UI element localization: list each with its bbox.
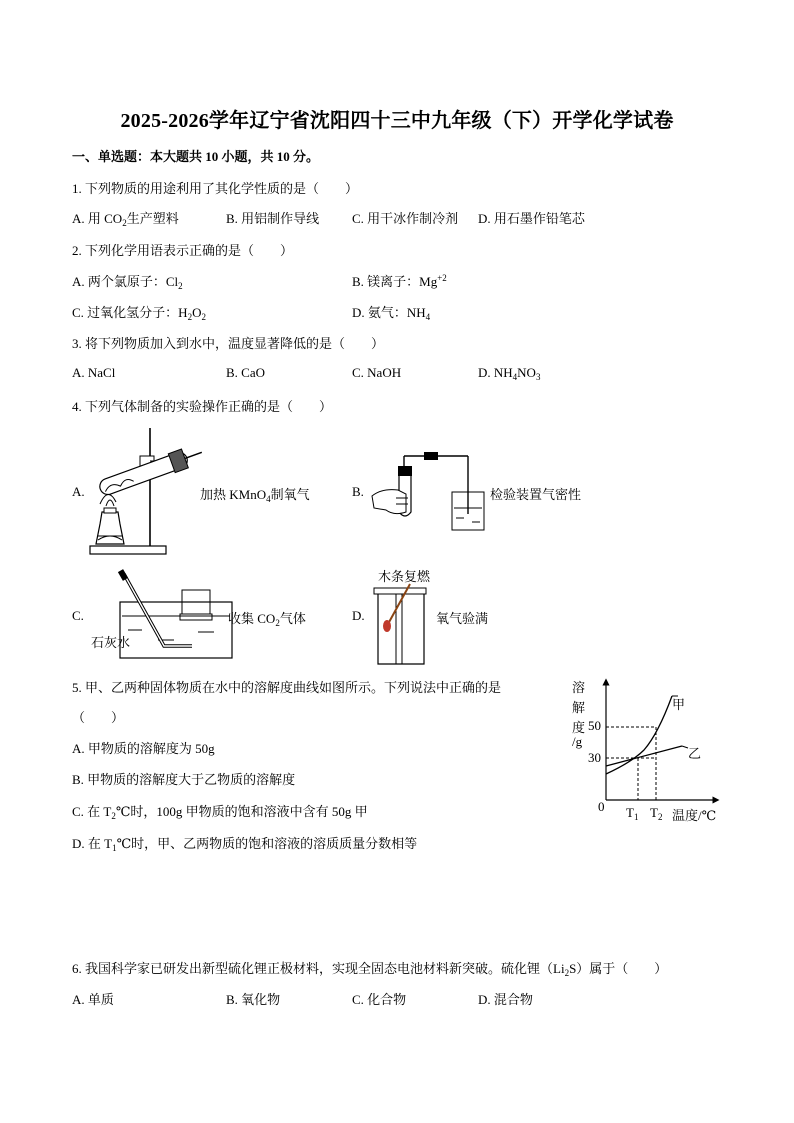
q4-option-c-label: 收集 $CO_2$气体 bbox=[228, 611, 306, 628]
q3-option-c[interactable]: C. NaOH bbox=[352, 365, 402, 380]
airtightness-test-apparatus bbox=[368, 446, 498, 536]
question-4-stem: 4. 下列气体制备的实验操作正确的是（ ） bbox=[72, 399, 333, 414]
q4-option-d-label: 氧气验满 bbox=[436, 611, 489, 626]
q4-option-c-letter[interactable]: C. bbox=[72, 608, 84, 623]
q1-option-b[interactable]: B. 用铝制作导线 bbox=[226, 211, 320, 226]
page-title: 2025-2026学年辽宁省沈阳四十三中九年级（下）开学化学试卷 bbox=[120, 110, 674, 132]
graph-xlabel: 温度/℃ bbox=[672, 808, 717, 823]
q1-option-c[interactable]: C. 用干冰作制冷剂 bbox=[352, 211, 459, 226]
q1-option-d[interactable]: D. 用石墨作铅笔芯 bbox=[478, 211, 585, 226]
q3-option-b[interactable]: B. CaO bbox=[226, 365, 265, 380]
q4-option-d-letter[interactable]: D. bbox=[352, 608, 365, 623]
section-heading: 一、单选题：本大题共 10 小题，共 10 分。 bbox=[72, 149, 320, 164]
q5-option-c[interactable]: C. 在 $T_2℃$时，100g 甲物质的饱和溶液中含有 50g 甲 bbox=[72, 804, 368, 821]
solubility-graph bbox=[600, 676, 720, 806]
graph-ylabel-2: 解 bbox=[572, 700, 586, 715]
q5-option-a[interactable]: A. 甲物质的溶解度为 50g bbox=[72, 741, 215, 756]
curve-jia bbox=[606, 696, 672, 774]
graph-t2: $T_2$ bbox=[650, 805, 663, 822]
q3-option-d[interactable]: D. $NH_4NO_3$ bbox=[478, 365, 541, 382]
question-5-paren: （ ） bbox=[72, 710, 125, 725]
co2-collection-apparatus bbox=[118, 570, 238, 662]
q6-option-c[interactable]: C. 化合物 bbox=[352, 992, 407, 1007]
q6-option-a[interactable]: A. 单质 bbox=[72, 992, 114, 1007]
q4-option-b-label: 检验装置气密性 bbox=[490, 487, 582, 502]
q4-option-a-label: 加热 KMnO$_4$制氧气 bbox=[200, 487, 310, 504]
q2-option-c[interactable]: C. 过氧化氢分子：$H_2O_2$ bbox=[72, 305, 206, 322]
q2-option-d[interactable]: D. 氨气：$NH_4$ bbox=[352, 305, 431, 322]
q4-option-b-letter[interactable]: B. bbox=[352, 484, 364, 499]
question-1-stem: 1. 下列物质的用途利用了其化学性质的是（ ） bbox=[72, 181, 359, 196]
graph-curve-jia-label: 甲 bbox=[672, 697, 686, 712]
graph-ylabel-3: 度 bbox=[572, 720, 586, 735]
graph-t1: $T_1$ bbox=[626, 805, 639, 822]
question-5-stem: 5. 甲、乙两种固体物质在水中的溶解度曲线如图所示。下列说法中正确的是 bbox=[72, 680, 502, 695]
graph-ylabel-4: /g bbox=[572, 734, 583, 749]
q6-option-d[interactable]: D. 混合物 bbox=[478, 992, 533, 1007]
q2-option-a[interactable]: A. 两个氯原子：$Cl_2$ bbox=[72, 274, 183, 291]
q5-option-b[interactable]: B. 甲物质的溶解度大于乙物质的溶解度 bbox=[72, 772, 296, 787]
q5-option-d[interactable]: D. 在 $T_1℃$时，甲、乙两物质的饱和溶液的溶质质量分数相等 bbox=[72, 836, 418, 853]
q4-option-c-side-label: 石灰水 bbox=[91, 635, 131, 650]
q4-option-d-top-label: 木条复燃 bbox=[378, 569, 431, 584]
graph-tick-50: 50 bbox=[588, 718, 601, 733]
question-3-stem: 3. 将下列物质加入到水中，温度显著降低的是（ ） bbox=[72, 336, 385, 351]
kmno4-heating-apparatus bbox=[88, 424, 208, 559]
question-2-stem: 2. 下列化学用语表示正确的是（ ） bbox=[72, 243, 294, 258]
q1-option-a[interactable]: A. 用 $CO_2$生产塑料 bbox=[72, 211, 179, 228]
q4-option-a-letter[interactable]: A. bbox=[72, 484, 85, 499]
q6-option-b[interactable]: B. 氧化物 bbox=[226, 992, 281, 1007]
oxygen-test-apparatus bbox=[372, 584, 432, 666]
q2-option-b[interactable]: B. 镁离子：$Mg^{+2}$ bbox=[352, 273, 447, 289]
curve-yi bbox=[606, 746, 682, 766]
q3-option-a[interactable]: A. NaCl bbox=[72, 365, 116, 380]
graph-tick-30: 30 bbox=[588, 750, 601, 765]
graph-ylabel-1: 溶 bbox=[572, 680, 586, 695]
graph-origin: 0 bbox=[598, 799, 605, 814]
question-6-stem: 6. 我国科学家已研发出新型硫化锂正极材料，实现全固态电池材料新突破。硫化锂$(Li_2S)$属于（ ） bbox=[72, 961, 668, 978]
graph-curve-yi-label: 乙 bbox=[688, 746, 702, 761]
